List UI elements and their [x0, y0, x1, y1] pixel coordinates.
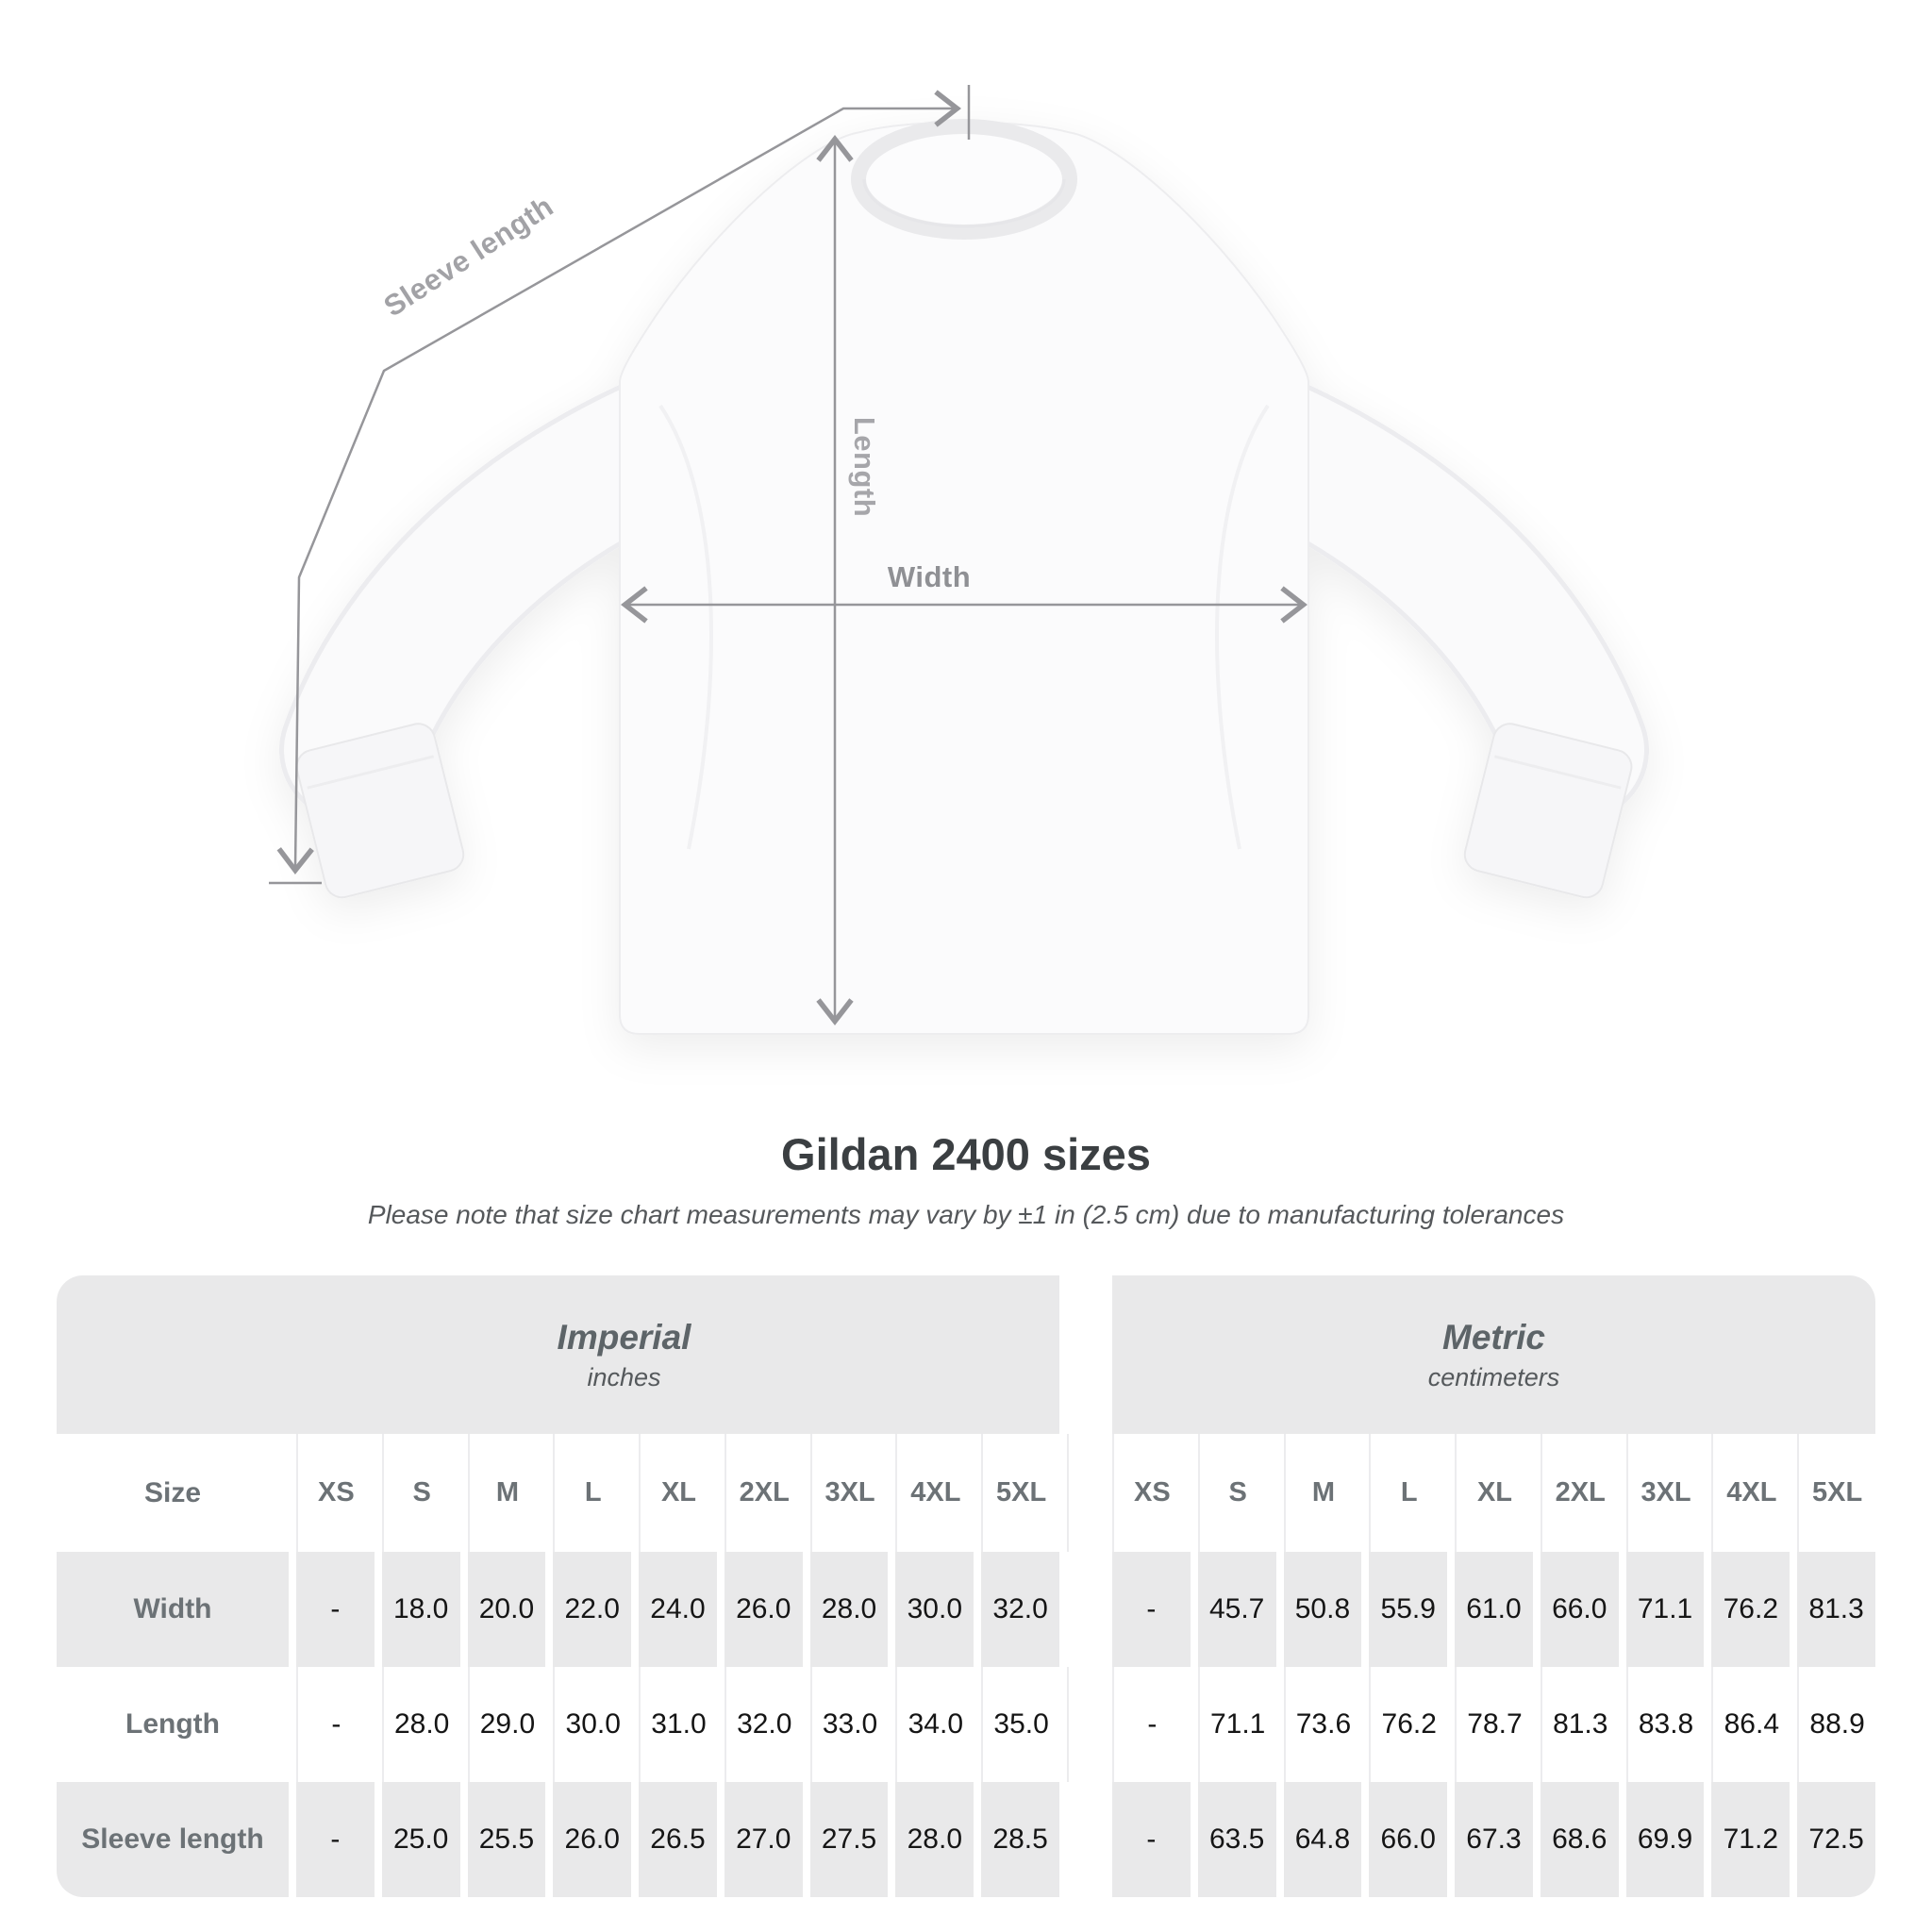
cell: 27.5 — [810, 1782, 889, 1897]
cell: 31.0 — [639, 1667, 717, 1782]
cell: 76.2 — [1369, 1667, 1447, 1782]
group-gap — [1067, 1782, 1105, 1897]
cell: 73.6 — [1284, 1667, 1362, 1782]
cell: 25.0 — [382, 1782, 460, 1897]
collar — [858, 126, 1070, 232]
cell: - — [296, 1782, 375, 1897]
cell: 28.5 — [981, 1782, 1059, 1897]
cell: 35.0 — [981, 1667, 1059, 1782]
cell: 20.0 — [468, 1552, 546, 1667]
column-header: 4XL — [1711, 1434, 1790, 1552]
unit-band-row — [57, 1275, 1875, 1434]
cell: 50.8 — [1284, 1552, 1362, 1667]
group-gap — [1067, 1434, 1105, 1552]
cell: - — [1112, 1782, 1191, 1897]
cell: 86.4 — [1711, 1667, 1790, 1782]
cell: 28.0 — [895, 1782, 974, 1897]
cell: 24.0 — [639, 1552, 717, 1667]
table-row-width — [57, 1552, 1875, 1667]
cell: 28.0 — [382, 1667, 460, 1782]
column-header: M — [468, 1434, 546, 1552]
cell: 66.0 — [1541, 1552, 1619, 1667]
table-header-row — [57, 1434, 1875, 1552]
cell: 67.3 — [1455, 1782, 1533, 1897]
column-header: S — [1198, 1434, 1276, 1552]
cell: 28.0 — [810, 1552, 889, 1667]
column-header: M — [1284, 1434, 1362, 1552]
width-label: Width — [887, 560, 972, 593]
imperial-band — [57, 1275, 1059, 1434]
cell: 32.0 — [981, 1552, 1059, 1667]
cell: 76.2 — [1711, 1552, 1790, 1667]
column-header: 4XL — [895, 1434, 974, 1552]
cell: - — [1112, 1667, 1191, 1782]
cell: 26.5 — [639, 1782, 717, 1897]
cell: 26.0 — [553, 1782, 631, 1897]
size-column-header: Size — [143, 1476, 202, 1508]
cell: 33.0 — [810, 1667, 889, 1782]
column-header: 5XL — [981, 1434, 1059, 1552]
table-row-length — [57, 1667, 1875, 1782]
imperial-title: Imperial — [557, 1317, 691, 1357]
cell: 45.7 — [1198, 1552, 1276, 1667]
size-table — [57, 1275, 1875, 1897]
cell: 71.2 — [1711, 1782, 1790, 1897]
page-title: Gildan 2400 sizes — [781, 1129, 1151, 1179]
metric-unit: centimeters — [1427, 1362, 1560, 1391]
cell: 27.0 — [724, 1782, 803, 1897]
cell: 71.1 — [1198, 1667, 1276, 1782]
left-cuff — [293, 721, 467, 902]
cell: 71.1 — [1626, 1552, 1705, 1667]
row-label: Length — [125, 1708, 220, 1740]
cell: 81.3 — [1797, 1552, 1875, 1667]
cell: 22.0 — [553, 1552, 631, 1667]
cell: 29.0 — [468, 1667, 546, 1782]
cell: 88.9 — [1797, 1667, 1875, 1782]
cell: 34.0 — [895, 1667, 974, 1782]
cell: - — [1112, 1552, 1191, 1667]
cell: 30.0 — [553, 1667, 631, 1782]
column-header: XS — [296, 1434, 375, 1552]
column-header: 3XL — [810, 1434, 889, 1552]
cell: 32.0 — [724, 1667, 803, 1782]
group-gap — [1067, 1667, 1105, 1782]
column-header: 2XL — [1541, 1434, 1619, 1552]
column-header: 2XL — [724, 1434, 803, 1552]
cell: 68.6 — [1541, 1782, 1619, 1897]
cell: 30.0 — [895, 1552, 974, 1667]
sleeve-length-label: Sleeve length — [377, 189, 559, 324]
column-header: 5XL — [1797, 1434, 1875, 1552]
cell: 61.0 — [1455, 1552, 1533, 1667]
cell: 66.0 — [1369, 1782, 1447, 1897]
cell: 78.7 — [1455, 1667, 1533, 1782]
cell: 18.0 — [382, 1552, 460, 1667]
tolerance-note: Please note that size chart measurements may vary by ±1 in (2.5 cm) due to manufacturing tolerances — [367, 1200, 1565, 1229]
right-cuff — [1461, 721, 1635, 902]
column-header: XL — [1455, 1434, 1533, 1552]
column-header: L — [553, 1434, 631, 1552]
metric-band — [1112, 1275, 1875, 1434]
metric-title: Metric — [1442, 1317, 1545, 1357]
row-label: Sleeve length — [57, 1782, 289, 1897]
cell: - — [296, 1552, 375, 1667]
cell: 26.0 — [724, 1552, 803, 1667]
cell: - — [296, 1667, 375, 1782]
length-label: Length — [848, 416, 881, 518]
cell: 25.5 — [468, 1782, 546, 1897]
cell: 72.5 — [1797, 1782, 1875, 1897]
row-label: Width — [57, 1552, 289, 1667]
cell: 83.8 — [1626, 1667, 1705, 1782]
table-row-sleeve-length — [57, 1782, 1875, 1897]
column-header: XL — [639, 1434, 717, 1552]
cell: 63.5 — [1198, 1782, 1276, 1897]
cell: 69.9 — [1626, 1782, 1705, 1897]
cell: 64.8 — [1284, 1782, 1362, 1897]
column-header: S — [382, 1434, 460, 1552]
column-header: L — [1369, 1434, 1447, 1552]
column-header: 3XL — [1626, 1434, 1705, 1552]
column-header: XS — [1112, 1434, 1191, 1552]
cell: 81.3 — [1541, 1667, 1619, 1782]
cell: 55.9 — [1369, 1552, 1447, 1667]
imperial-unit: inches — [587, 1362, 661, 1391]
group-gap — [1067, 1552, 1105, 1667]
